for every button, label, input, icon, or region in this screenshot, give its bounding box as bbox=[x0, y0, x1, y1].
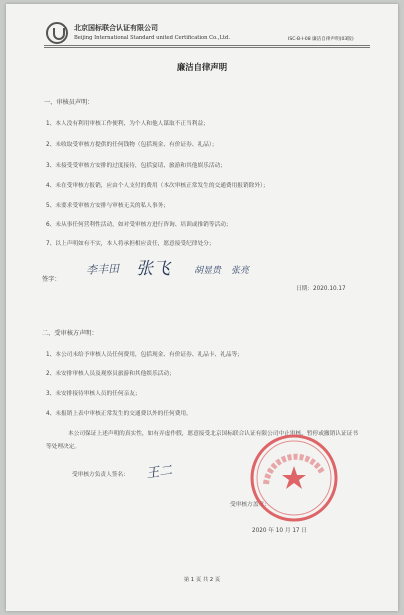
auditee-heading: 二、受审核方声明： bbox=[42, 330, 98, 337]
page-title: 廉洁自律声明 bbox=[176, 62, 228, 72]
auditee-signature: 王二 bbox=[145, 463, 174, 482]
auditor-heading: 一、审核员声明： bbox=[44, 99, 94, 106]
auditor-date: 日期：2020.10.17 bbox=[296, 286, 346, 292]
auditee-item-3: 3、未安排接待审核人员的任何亲友； bbox=[46, 391, 141, 397]
auditor-signature-2: 张飞 bbox=[136, 259, 170, 279]
auditee-item-4: 4、未报销上表中审核正常发生的交通费以外的任何费用。 bbox=[46, 411, 192, 417]
company-name-en: Beijing International Standard united Certification Co.,Ltd. bbox=[74, 35, 230, 41]
auditor-item-3: 3、未接受受审核方安排的过度接待，包括宴请、旅游和其他娱乐活动； bbox=[46, 163, 226, 169]
auditor-signature-3: 胡显贵 bbox=[194, 266, 222, 276]
auditee-item-2: 2、未安排审核人员及观察员旅游和其他娱乐活动； bbox=[46, 371, 175, 377]
auditee-guarantee: 本公司保证上述声明的真实性，如有弄虚作假，愿意接受北京国标联合认证有限公司中止审核、暂停或撤销认证证书等处理决定。 bbox=[46, 431, 359, 450]
document-number: ISC-B-I-08 廉洁自律声明(03版) bbox=[288, 37, 354, 42]
company-seal-stamp bbox=[248, 432, 340, 524]
header-rule bbox=[44, 45, 370, 46]
auditee-sign-label: 受审核方负责人签名： bbox=[72, 472, 129, 478]
auditor-sign-label: 签字： bbox=[42, 276, 61, 283]
auditee-date: 2020 年 10 月 17 日 bbox=[252, 528, 308, 534]
auditor-signature-1: 李丰田 bbox=[85, 262, 120, 277]
header-rule-2 bbox=[44, 47, 370, 48]
page-footer: 第 1 页 共 2 页 bbox=[183, 577, 221, 583]
auditor-signature-4: 张亮 bbox=[231, 266, 250, 276]
auditee-item-1: 1、本公司未给予审核人员任何费用，包括现金、有价证券、礼品卡、礼品等； bbox=[46, 352, 243, 358]
company-name-cn: 北京国标联合认证有限公司 bbox=[74, 24, 158, 32]
auditor-item-6: 6、未从事任何营利性活动，如对受审核方进行咨询、培训或推销等活动； bbox=[46, 222, 232, 228]
auditor-item-7: 7、以上声明如有不实，本人将承担相应责任，愿意接受纪律处分； bbox=[46, 241, 215, 247]
company-logo-icon bbox=[46, 22, 68, 44]
auditor-item-1: 1、本人没有利用审核工作便利，为个人和他人谋取不正当利益； bbox=[46, 121, 209, 127]
auditor-item-2: 2、未收取受审核方提供的任何钱物（包括现金、有价证券、礼品）； bbox=[46, 142, 218, 148]
auditor-item-5: 5、未要求受审核方安排与审核无关的私人事务； bbox=[46, 203, 170, 209]
auditor-item-4: 4、未在受审核方报销，应由个人支付的费用（本次审核正常发生的交通费用报销除外）； bbox=[46, 183, 269, 189]
auditee-stamp-label: 受审核方盖章： bbox=[230, 502, 270, 508]
document-page bbox=[6, 4, 398, 611]
